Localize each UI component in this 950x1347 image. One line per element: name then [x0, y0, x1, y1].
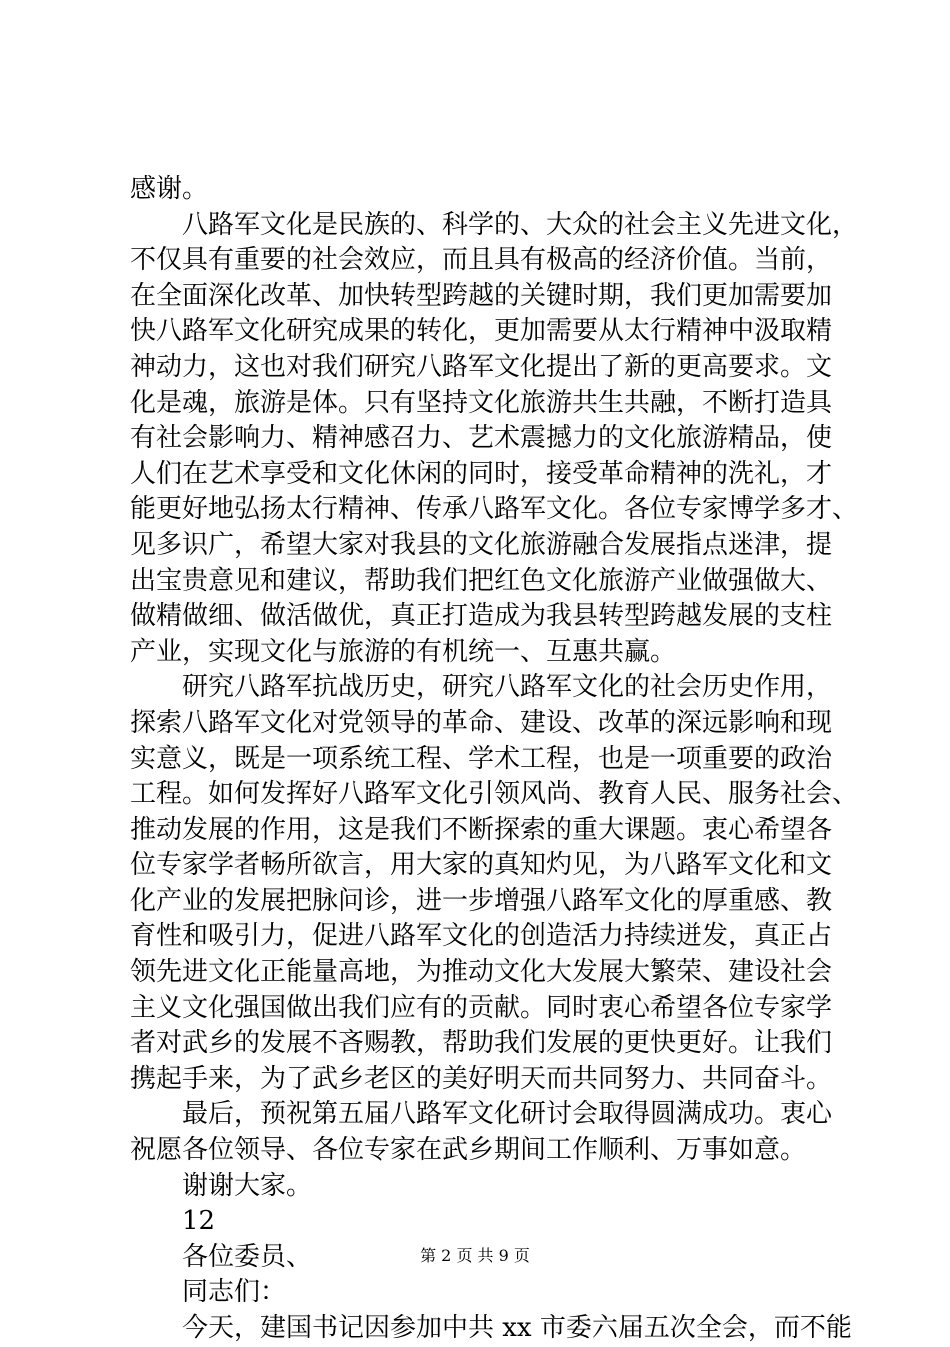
text-line: 研究八路军抗战历史，研究八路军文化的社会历史作用， — [182, 672, 833, 703]
text-line: 探索八路军文化对党领导的革命、建设、改革的深远影响和现 — [130, 707, 833, 738]
text-line: 谢谢大家。 — [182, 1170, 313, 1201]
text-line: 在全面深化改革、加快转型跨越的关键时期，我们更加需要加 — [130, 280, 833, 311]
text-line: 推动发展的作用，这是我们不断探索的重大课题。衷心希望各 — [130, 814, 833, 845]
text-line: 位专家学者畅所欲言，用大家的真知灼见，为八路军文化和文 — [130, 850, 833, 881]
page-footer: 第 2 页 共 9 页 — [420, 1246, 530, 1265]
text-line: 同志们： — [182, 1277, 287, 1308]
text-line: 有社会影响力、精神感召力、艺术震撼力的文化旅游精品，使 — [130, 423, 833, 454]
text-line: 携起手来，为了武乡老区的美好明天而共同努力、共同奋斗。 — [130, 1063, 833, 1094]
text-line: 祝愿各位领导、各位专家在武乡期间工作顺利、万事如意。 — [130, 1135, 807, 1166]
text-line: 者对武乡的发展不吝赐教，帮助我们发展的更快更好。让我们 — [130, 1028, 833, 1059]
text-line: 工程。如何发挥好八路军文化引领风尚、教育人民、服务社会、 — [130, 779, 859, 810]
text-line: 最后，预祝第五届八路军文化研讨会取得圆满成功。衷心 — [182, 1099, 833, 1130]
text-line: 各位委员、 — [182, 1241, 313, 1272]
text-line: 八路军文化是民族的、科学的、大众的社会主义先进文化， — [182, 209, 859, 240]
text-line: 主义文化强国做出我们应有的贡献。同时衷心希望各位专家学 — [130, 992, 833, 1023]
document-body — [130, 172, 859, 1347]
text-line: 不仅具有重要的社会效应，而且具有极高的经济价值。当前， — [130, 245, 833, 276]
text-line: 12 — [182, 1206, 216, 1237]
text-line: 产业，实现文化与旅游的有机统一、互惠共赢。 — [130, 636, 677, 667]
text-line: 育性和吸引力，促进八路军文化的创造活力持续迸发，真正占 — [130, 921, 833, 952]
text-line: 能更好地弘扬太行精神、传承八路军文化。各位专家博学多才、 — [130, 494, 859, 525]
text-line: 神动力，这也对我们研究八路军文化提出了新的更高要求。文 — [130, 351, 833, 382]
text-line: 感谢。 — [130, 174, 209, 204]
text-line: 快八路军文化研究成果的转化，更加需要从太行精神中汲取精 — [130, 316, 833, 347]
text-line: 今天，建国书记因参加中共 xx 市委六届五次全会，而不能 — [182, 1313, 852, 1343]
text-line: 化产业的发展把脉问诊，进一步增强八路军文化的厚重感、教 — [130, 885, 833, 916]
text-line: 领先进文化正能量高地，为推动文化大发展大繁荣、建设社会 — [130, 957, 833, 988]
text-line: 出宝贵意见和建议，帮助我们把红色文化旅游产业做强做大、 — [130, 565, 833, 596]
text-line: 见多识广，希望大家对我县的文化旅游融合发展指点迷津，提 — [130, 529, 833, 560]
text-line: 实意义，既是一项系统工程、学术工程，也是一项重要的政治 — [130, 743, 833, 774]
text-line: 化是魂，旅游是体。只有坚持文化旅游共生共融，不断打造具 — [130, 387, 833, 418]
text-line: 做精做细、做活做优，真正打造成为我县转型跨越发展的支柱 — [130, 601, 833, 632]
text-line: 人们在艺术享受和文化休闲的同时，接受革命精神的洗礼，才 — [130, 458, 833, 489]
